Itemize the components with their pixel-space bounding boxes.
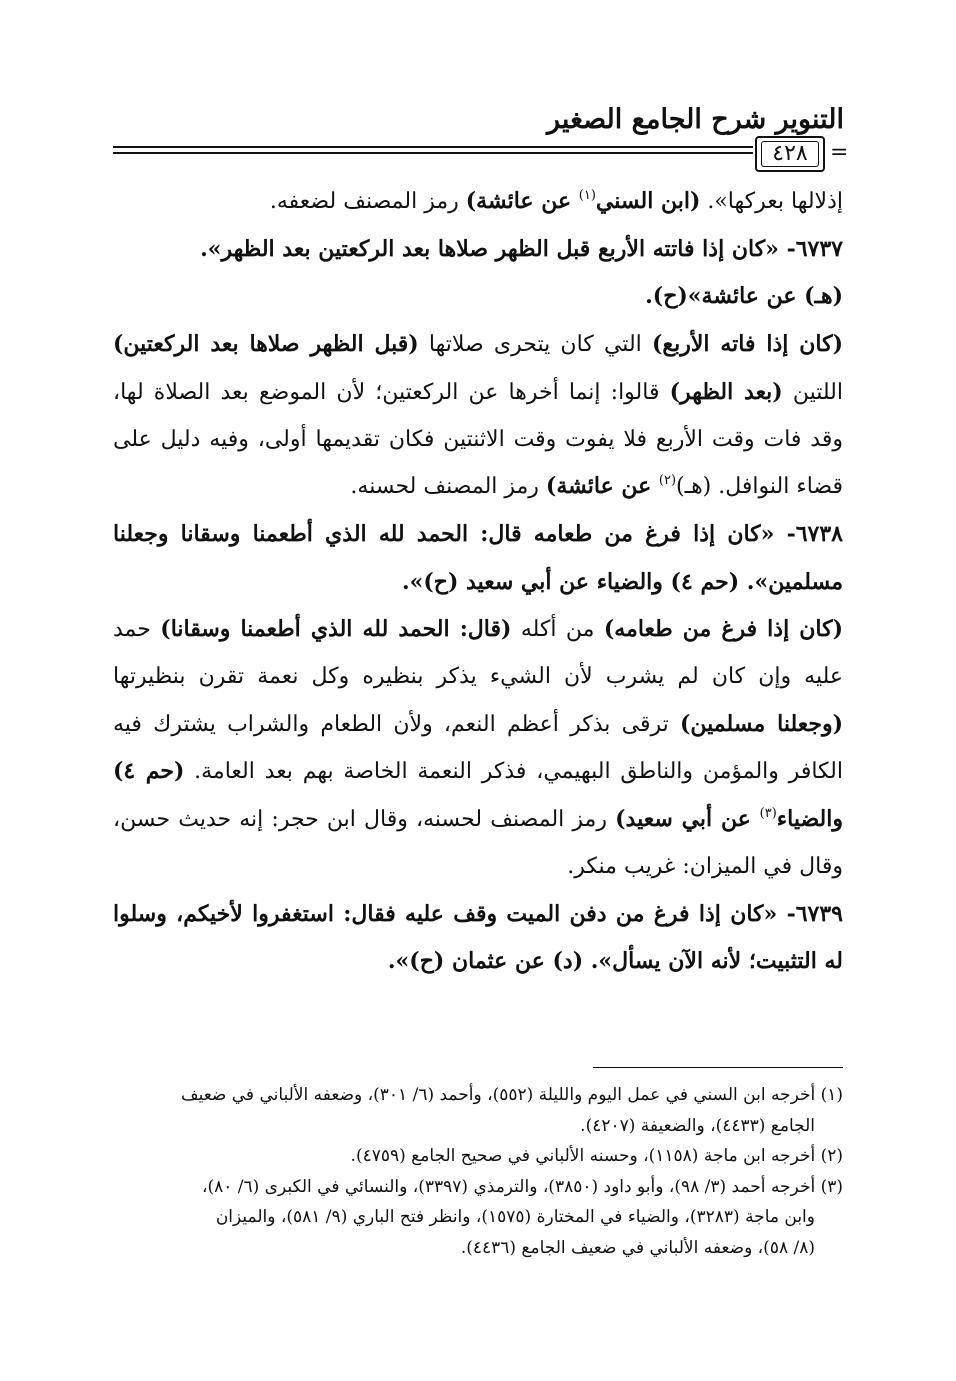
header-rule-top	[113, 146, 753, 148]
footnote-separator	[593, 1067, 843, 1068]
bold-run: عن عائشة)	[465, 188, 579, 214]
main-text	[113, 178, 843, 986]
text-run: ترقى بذكر أعظم النعم، ولأن الطعام والشراب يشترك فيه الكافر والمؤمن والناطق البهيمي، فذكر النعمة الخاصة بهم بعد العامة.	[113, 711, 843, 785]
bold-run: (وجعلنا مسلمين)	[680, 710, 843, 737]
hadith-6739	[113, 891, 843, 986]
bold-run: (قال: الحمد لله الذي أطعمنا وسقانا)	[160, 616, 512, 643]
footnote-2	[113, 1141, 843, 1172]
bold-run: (كان إذا فاته الأربع)	[651, 331, 844, 358]
hadith-6738	[113, 511, 843, 606]
bold-run: (بعد الظهر)	[669, 378, 783, 405]
page-number-box	[755, 136, 825, 172]
footnote-1	[113, 1080, 843, 1111]
text-run: إذلالها بعركها».	[700, 189, 843, 214]
commentary-6738	[113, 606, 843, 890]
bold-run: (ابن السني	[595, 188, 701, 214]
text-run: رمز المصنف لحسنه، وقال ابن حجر: إنه حديث حسن، وقال في الميزان: غريب منكر.	[113, 807, 843, 879]
footnote-line: (١) أخرجه ابن السني في عمل اليوم والليلة (٥٥٢)، وأحمد (٦/ ٣٠١)، وضعفه الألباني في ضعيف	[181, 1085, 843, 1105]
header-rule-bottom	[113, 152, 753, 154]
footnote-line: وابن ماجة (٣٢٨٣)، والضياء في المختارة (١٥٧٥)، وانظر فتح الباري (٩/ ٥٨١)، والميزان	[215, 1207, 815, 1227]
commentary-6737	[113, 321, 843, 511]
footnotes	[113, 1080, 843, 1263]
footnote-1-cont	[113, 1111, 843, 1142]
hadith-source: (هـ) عن عائشة»(ح).	[645, 283, 843, 310]
footnote-3-cont-2	[113, 1233, 843, 1264]
hadith-text: ٦٧٣٩- «كان إذا فرغ من دفن الميت وقف عليه فقال: استغفروا لأخيكم، وسلوا له التثبيت؛ لأنه الآن يسأل». (د) عن عثمان (ح)».	[113, 900, 843, 975]
bold-run: عن عائشة)	[545, 473, 659, 500]
hadith-text: ٦٧٣٨- «كان إذا فرغ من طعامه قال: الحمد لله الذي أطعمنا وسقانا وجعلنا مسلمين». (حم ٤) والضياء عن أبي سعيد (ح)».	[113, 520, 843, 595]
hadith-text: ٦٧٣٧- «كان إذا فاتته الأربع قبل الظهر صلاها بعد الركعتين بعد الظهر».	[200, 235, 843, 262]
footnote-line: (٨/ ٥٨)، وضعفه الألباني في ضعيف الجامع (٤٤٣٦).	[460, 1237, 815, 1258]
text-run: رمز المصنف لضعفه.	[269, 189, 466, 214]
header-dash-mark: =	[830, 140, 849, 165]
bold-run: عن أبي سعيد)	[615, 806, 760, 833]
footnote-line: (٣) أخرجه أحمد (٣/ ٩٨)، وأبو داود (٣٨٥٠)، والترمذي (٣٣٩٧)، والنسائي في الكبرى (٦/ ٨٠)،	[201, 1176, 843, 1197]
bold-run: (حم ٤) والضياء	[113, 758, 843, 833]
text-run: التي كان يتحرى صلاتها	[418, 332, 652, 358]
paragraph-1	[113, 178, 843, 226]
text-run: اللتين	[782, 379, 844, 405]
footnote-line: (٢) أخرجه ابن ماجة (١١٥٨)، وحسنه الألباني في صحيح الجامع (٤٧٥٩).	[350, 1146, 843, 1166]
footnote-ref-2[interactable]: (٢)	[658, 473, 677, 489]
book-title: التنوير شرح الجامع الصغير	[547, 104, 844, 135]
text-run: حمد عليه وإن كان لم يشرب لأن الشيء يذكر بنظيره وكل نعمة تقرن بنظيرتها	[113, 617, 843, 690]
footnote-3	[113, 1172, 843, 1203]
bold-run: (كان إذا فرغ من طعامه)	[603, 616, 844, 643]
text-run: من أكله	[511, 617, 604, 643]
text-run: قالوا: إنما أخرها عن الركعتين؛ لأن الموضع بعد الصلاة لها، وقد فات وقت الأربع فلا يفوت وقت الاثنتين فكان تقديمها أولى، وفيه دليل على قضاء النوافل. (هـ)	[113, 379, 843, 500]
text-run: رمز المصنف لحسنه.	[350, 474, 546, 500]
hadith-6737	[113, 226, 843, 321]
footnote-ref-1[interactable]: (١)	[578, 188, 596, 203]
footnote-3-cont	[113, 1202, 843, 1233]
footnote-line: الجامع (٤٤٣٣)، والضعيفة (٤٢٠٧).	[580, 1115, 815, 1136]
footnote-ref-3[interactable]: (٣)	[759, 806, 777, 822]
page-number: ٤٢٨	[772, 141, 808, 166]
bold-run: (قبل الظهر صلاها بعد الركعتين)	[113, 331, 419, 358]
